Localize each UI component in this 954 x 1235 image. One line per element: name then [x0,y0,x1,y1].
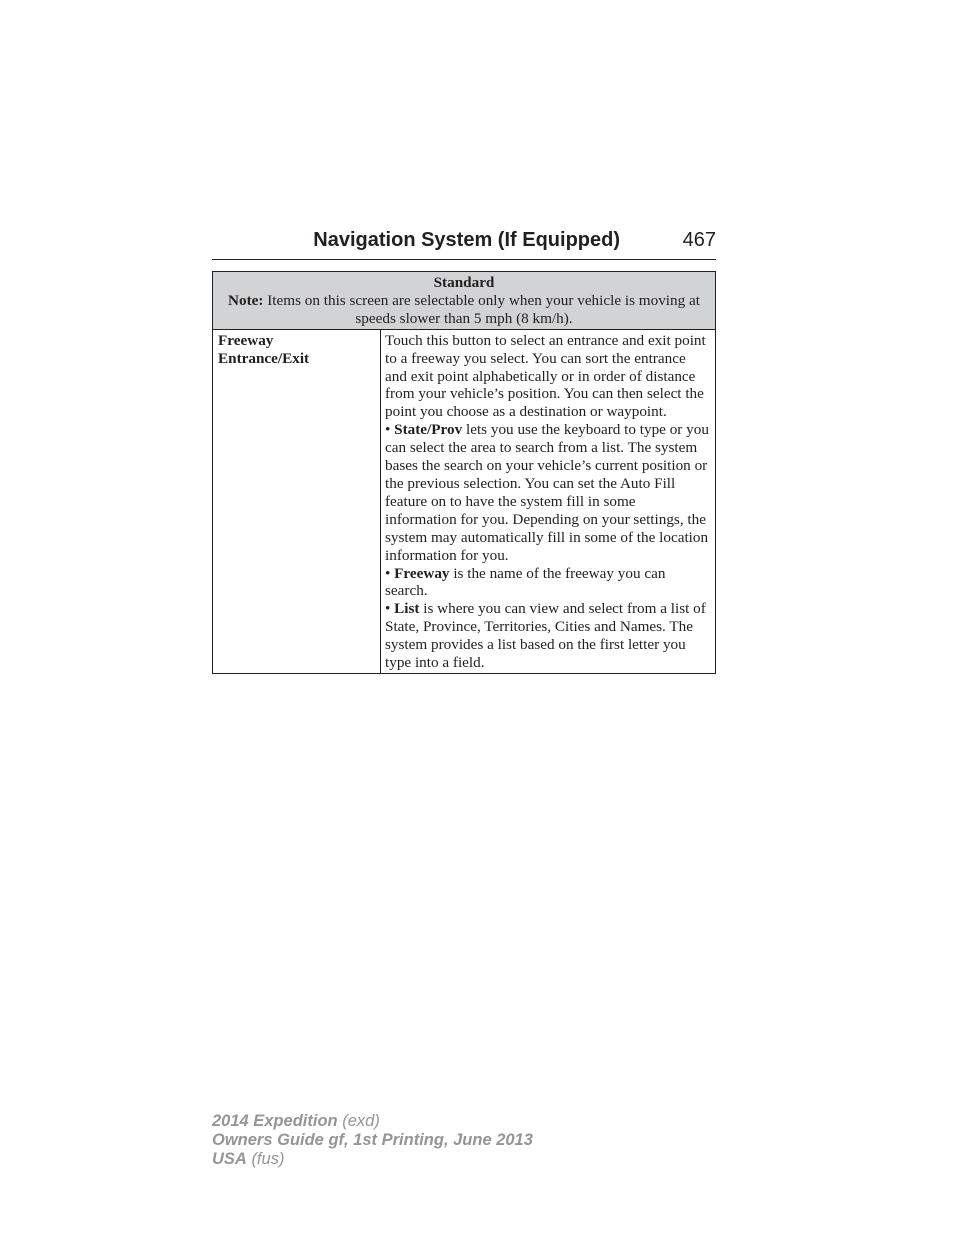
row-label-line2: Entrance/Exit [218,349,310,367]
row-description-cell [381,329,716,673]
footer-market-code: (fus) [251,1150,285,1168]
footer-market: USA [212,1150,247,1168]
row-intro-text: Touch this button to select an entrance and exit point to a freeway you select. You can sort the entrance and exit point alphabetically or in order of distance from your vehicle’s position. You can then select the point you choose as a destination or waypoint. [385,331,706,421]
page-header [212,229,716,260]
table-header-cell [213,272,716,330]
note-label: Note: [228,291,264,309]
bullet-term: Freeway [394,564,450,582]
bullet-text: is the name of the freeway you can search. [385,564,666,600]
page-footer [212,1112,533,1169]
bullet-term: State/Prov [394,421,463,439]
note-text: Items on this screen are selectable only when your vehicle is moving at speeds slower than 5 mph (8 km/h). [267,291,700,327]
bullet-text: is where you can view and select from a list of State, Province, Territories, Cities and Names. The system provides a list based on the first letter you type into a field. [385,600,706,672]
bullet-text: lets you use the keyboard to type or you can select the area to search from a list. The system bases the search on your vehicle’s current position or the previous selection. You can set the Auto Fill feature on to have the system fill in some information for you. Depending on your settings, the system may automatically fill in some of the location information for you. [385,421,709,564]
footer-model: 2014 Expedition [212,1112,338,1130]
row-label-line1: Freeway [218,331,274,349]
footer-line-2: Owners Guide gf, 1st Printing, June 2013 [212,1131,533,1149]
footer-model-code: (exd) [342,1112,380,1130]
table-heading: Standard [433,274,495,291]
settings-table [212,271,716,674]
footer-line-1 [212,1112,533,1131]
table-row [213,329,716,673]
bullet-item: • State/Prov lets you use the keyboard to type or you can select the area to search from a list. The system bases the search on your vehicle’s current position or the previous selection. You can set the Auto Fill feature on to have the system fill in some information for you. Depending on your settings, the system may automatically fill in some of the location information for you. [385,421,709,564]
section-title: Navigation System (If Equipped) [313,229,620,251]
bullet-term: List [394,600,420,618]
footer-line-3 [212,1150,533,1169]
table-header-row [213,272,716,330]
bullet-item: • List is where you can view and select from a list of State, Province, Territories, Cities and Names. The system provides a list based on the first letter you type into a field. [385,600,706,672]
row-label-cell [213,329,381,673]
bullet-item: • Freeway is the name of the freeway you can search. [385,564,666,600]
page-number: 467 [682,229,716,251]
